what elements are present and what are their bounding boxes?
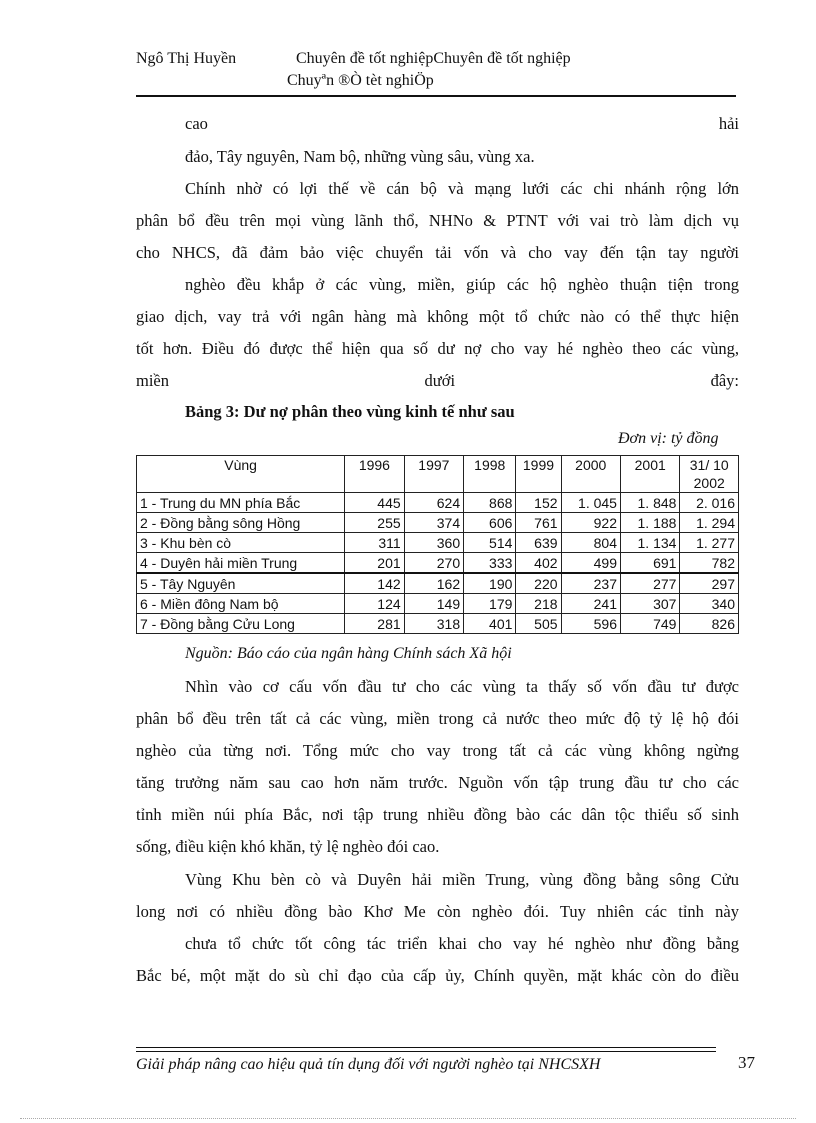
column-header: 1998 — [464, 456, 516, 493]
value-cell: 505 — [516, 614, 561, 634]
value-cell: 826 — [680, 614, 739, 634]
paragraph-line: long nơi có nhiều đồng bào Khơ Me còn nghèo đói. Tuy nhiên các tỉnh này — [136, 902, 739, 921]
value-cell: 445 — [345, 493, 404, 513]
paragraph-line: sống, điều kiện khó khăn, tỷ lệ nghèo đói cao. — [136, 837, 440, 856]
column-header: 2000 — [561, 456, 620, 493]
paragraph-line: miền dưới đây: — [136, 371, 739, 390]
value-cell: 152 — [516, 493, 561, 513]
value-cell: 281 — [345, 614, 404, 634]
header-author: Ngô Thị Huyền — [136, 50, 237, 67]
value-cell: 782 — [680, 553, 739, 574]
region-cell: 6 - Miền đông Nam bộ — [137, 594, 345, 614]
table-header-row — [137, 456, 739, 493]
page-edge-divider — [20, 1118, 796, 1119]
table-row — [137, 553, 739, 574]
value-cell: 1. 277 — [680, 533, 739, 553]
paragraph-line: Chính nhờ có lợi thế về cán bộ và mạng lưới các chi nhánh rộng lớn — [185, 179, 739, 198]
paragraph-line: giao dịch, vay trả với ngân hàng mà không một tổ chức nào có thể thực hiện — [136, 307, 739, 326]
header-rule — [136, 95, 736, 97]
paragraph-line: tăng trưởng năm sau cao hơn năm trước. Nguồn vốn tập trung đầu tư cho các — [136, 773, 739, 792]
paragraph-line: Vùng Khu bèn cò và Duyên hải miền Trung, vùng đồng bằng sông Cửu — [185, 870, 739, 889]
footer-title: Giải pháp nâng cao hiệu quả tín dụng đối với người nghèo tại NHCSXH — [136, 1056, 601, 1073]
region-cell: 3 - Khu bèn cò — [137, 533, 345, 553]
value-cell: 374 — [404, 513, 463, 533]
header-subtitle: Chuyên đề tốt nghiệpChuyên đề tốt nghiệp — [296, 50, 571, 67]
value-cell: 402 — [516, 553, 561, 574]
value-cell: 241 — [561, 594, 620, 614]
paragraph-line: tỉnh miền núi phía Bắc, nơi tập trung nhiều đồng bào các dân tộc thiểu số sinh — [136, 805, 739, 824]
value-cell: 162 — [404, 573, 463, 594]
value-cell: 237 — [561, 573, 620, 594]
region-cell: 2 - Đồng bằng sông Hồng — [137, 513, 345, 533]
value-cell: 401 — [464, 614, 516, 634]
value-cell: 1. 188 — [620, 513, 679, 533]
value-cell: 606 — [464, 513, 516, 533]
table-row — [137, 533, 739, 553]
paragraph-line: nghèo đều khắp ở các vùng, miền, giúp các hộ nghèo thuận tiện trong — [185, 275, 739, 294]
value-cell: 691 — [620, 553, 679, 574]
value-cell: 2. 016 — [680, 493, 739, 513]
value-cell: 514 — [464, 533, 516, 553]
value-cell: 1. 848 — [620, 493, 679, 513]
value-cell: 749 — [620, 614, 679, 634]
column-header: 1996 — [345, 456, 404, 493]
value-cell: 190 — [464, 573, 516, 594]
value-cell: 220 — [516, 573, 561, 594]
value-cell: 596 — [561, 614, 620, 634]
table-row — [137, 493, 739, 513]
paragraph-line: phân bổ đều trên tất cả các vùng, miền trong cả nước theo mức độ tỷ lệ hộ đói — [136, 709, 739, 728]
value-cell: 639 — [516, 533, 561, 553]
table-unit: Đơn vị: tỷ đồng — [618, 430, 719, 447]
table-source: Nguồn: Báo cáo của ngân hàng Chính sách Xã hội — [185, 645, 512, 662]
region-cell: 1 - Trung du MN phía Bắc — [137, 493, 345, 513]
footer-rule — [136, 1047, 716, 1048]
table-row — [137, 573, 739, 594]
value-cell: 868 — [464, 493, 516, 513]
column-header: 1999 — [516, 456, 561, 493]
value-cell: 201 — [345, 553, 404, 574]
table-row — [137, 594, 739, 614]
value-cell: 333 — [464, 553, 516, 574]
paragraph-line: chưa tổ chức tốt công tác triển khai cho vay hé nghèo như đồng bằng — [185, 934, 739, 953]
paragraph-line: đảo, Tây nguyên, Nam bộ, những vùng sâu, vùng xa. — [185, 147, 535, 166]
value-cell: 142 — [345, 573, 404, 594]
value-cell: 360 — [404, 533, 463, 553]
value-cell: 297 — [680, 573, 739, 594]
paragraph-line: nghèo của từng nơi. Tổng mức cho vay trong tất cả các vùng không ngừng — [136, 741, 739, 760]
value-cell: 1. 134 — [620, 533, 679, 553]
table-row — [137, 614, 739, 634]
value-cell: 624 — [404, 493, 463, 513]
column-header: 1997 — [404, 456, 463, 493]
column-header — [680, 456, 739, 493]
value-cell: 277 — [620, 573, 679, 594]
page-number: 37 — [738, 1053, 755, 1072]
paragraph-line: phân bổ đều trên mọi vùng lãnh thổ, NHNo & PTNT với vai trò làm dịch vụ — [136, 211, 739, 230]
value-cell: 318 — [404, 614, 463, 634]
value-cell: 922 — [561, 513, 620, 533]
value-cell: 340 — [680, 594, 739, 614]
value-cell: 804 — [561, 533, 620, 553]
column-header-line: 2002 — [693, 475, 725, 491]
column-header: Vùng — [137, 456, 345, 493]
value-cell: 255 — [345, 513, 404, 533]
table-caption: Bảng 3: Dư nợ phân theo vùng kinh tế như sau — [185, 402, 515, 421]
paragraph-line: Nhìn vào cơ cấu vốn đầu tư cho các vùng ta thấy số vốn đầu tư được — [185, 677, 739, 696]
value-cell: 179 — [464, 594, 516, 614]
header-subtitle-legacy: Chuyªn ®Ò tèt nghiÖp — [287, 72, 434, 89]
region-cell: 5 - Tây Nguyên — [137, 573, 345, 594]
value-cell: 499 — [561, 553, 620, 574]
paragraph-line: Bắc bé, một mặt do sù chỉ đạo của cấp ủy, Chính quyền, mặt khác còn do điều — [136, 966, 739, 985]
value-cell: 149 — [404, 594, 463, 614]
column-header: 2001 — [620, 456, 679, 493]
value-cell: 761 — [516, 513, 561, 533]
data-table — [136, 455, 739, 634]
footer-rule — [136, 1051, 716, 1052]
value-cell: 124 — [345, 594, 404, 614]
region-cell: 7 - Đồng bằng Cửu Long — [137, 614, 345, 634]
table-row — [137, 513, 739, 533]
value-cell: 307 — [620, 594, 679, 614]
column-header-line: 31/ 10 — [689, 457, 729, 473]
value-cell: 1. 045 — [561, 493, 620, 513]
paragraph-line: tốt hơn. Điều đó được thể hiện qua số dư nợ cho vay hé nghèo theo các vùng, — [136, 339, 739, 358]
value-cell: 311 — [345, 533, 404, 553]
paragraph-line: cho NHCS, đã đảm bảo việc chuyển tải vốn và cho vay đến tận tay người — [136, 243, 739, 262]
value-cell: 1. 294 — [680, 513, 739, 533]
region-cell: 4 - Duyên hải miền Trung — [137, 553, 345, 574]
value-cell: 218 — [516, 594, 561, 614]
value-cell: 270 — [404, 553, 463, 574]
paragraph-line: cao hải — [185, 114, 739, 133]
